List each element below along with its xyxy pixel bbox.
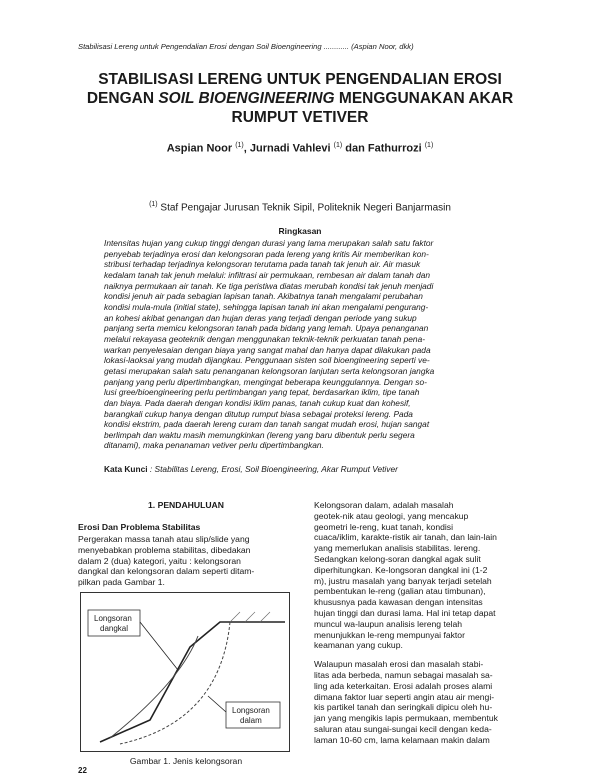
paragraph-line: Sedangkan kelong-soran dangkal agak sulit — [314, 553, 481, 564]
pointer-shallow — [140, 622, 178, 670]
paper-title — [60, 70, 540, 127]
ground-hatch — [230, 612, 240, 622]
paragraph-line: pilkan pada Gambar 1. — [78, 577, 165, 588]
abstract-line: berlimpah dan waktu masih memungkinkan (lereng yang baru dibentuk perlu segera — [104, 429, 415, 440]
right-column — [314, 500, 530, 746]
paragraph-line: dimana faktor luar seperti angin atau air mengi- — [314, 691, 495, 702]
author-1-mark: (1) — [235, 142, 244, 149]
abstract-body — [104, 238, 498, 451]
title-line-2-italic: SOIL BIOENGINEERING — [158, 90, 335, 107]
keywords-value: : Stabilitas Lereng, Erosi, Soil Bioengineering, Akar Rumput Vetiver — [147, 464, 398, 474]
paragraph-line: keamanan yang cukup. — [314, 640, 403, 651]
author-2-mark: (1) — [333, 142, 343, 149]
abstract-line: dan biaya. Pada daerah dengan kondisi iklim panas, tanah cukup kuat dan kohesif, — [104, 397, 411, 408]
label-deep-1: Longsoran — [232, 706, 270, 715]
paragraph-line: dangkal dan kelongsoran dalam seperti ditam- — [78, 566, 255, 577]
abstract-line: ditanami), maka penanaman vetiver perlu dipertimbangkan. — [104, 440, 324, 451]
abstract-line: naiknya permukaan air tanah. Ke tiga peristiwa diatas merubah kondisi tak jenuh menjadi — [104, 280, 434, 291]
abstract-line: melalui rekayasa geoteknik dengan menggunakan teknik-teknik perkuatan tanah pena- — [104, 333, 425, 344]
abstract-line: kedalam tanah tak jenuh melalui: infiltrasi air permukaan, rembesan air dalam tanah dan — [104, 269, 431, 280]
shallow-slip-surface — [110, 636, 198, 738]
ground-hatch — [245, 612, 255, 622]
abstract-line: lusi gree/bioengineering perlu pertimbangan yang tepat, berdasarkan iklim, tipe tanah — [104, 387, 420, 398]
paragraph-line: muncul wa-laupun analisis lereng telah — [314, 618, 463, 629]
abstract-line: an kohesi akibat genangan dan hujan deras yang terjadi dengan periode yang sukup — [104, 312, 417, 323]
abstract-line: penyebab terjadinya erosi dan kelongsoran pada lereng yang kritis Air memberikan kon- — [104, 248, 429, 259]
paragraph-line: cuaca/iklim, karakte-ristik air tanah, dan lain-lain — [314, 532, 497, 543]
abstract-line: kondisi ekstrim, pada daerah lereng curam dan tanah sangat mudah erosi, hujan sangat — [104, 419, 430, 430]
paragraph-line: saluran atau sungai-sungai kecil dengan keda- — [314, 723, 492, 734]
abstract-line: kondisi mula-mula (initial state), sehingga lapisan tanah ini akan mengalami pengurang- — [104, 301, 429, 312]
paragraph-line: yang memerlukan analisis stabilitas. lereng. — [314, 543, 481, 554]
paragraph-line: m), justru masalah yang banyak terjadi setelah — [314, 575, 492, 586]
author-2: , Jurnadi Vahlevi — [243, 142, 331, 155]
label-shallow-2: dangkal — [100, 624, 129, 633]
paragraph-line: diperhitungkan. Ke-longsoran dangkal ini (1-2 — [314, 564, 488, 575]
pointer-deep — [208, 696, 226, 712]
section-heading: 1. PENDAHULUAN — [148, 500, 224, 510]
affiliation — [60, 201, 540, 213]
paragraph-line: laman 10-60 cm, lama kelamaan makin dalam — [314, 734, 490, 745]
affiliation-text: Staf Pengajar Jurusan Teknik Sipil, Politeknik Negeri Banjarmasin — [157, 202, 451, 214]
subsection-heading: Erosi Dan Problema Stabilitas — [78, 522, 201, 532]
paragraph-line: geometri le-reng, kuat tanah, kondisi — [314, 521, 454, 532]
title-line-3: RUMPUT VETIVER — [231, 109, 369, 126]
title-line-2-post: MENGGUNAKAN AKAR — [334, 90, 514, 107]
abstract-line: stribusi terhadap terjadinya kelongsoran terutama pada tanah tak jenuh air. Air masuk — [104, 259, 421, 270]
paragraph-line: ling ada keterkaitan. Erosi adalah proses alami — [314, 680, 493, 691]
paragraph-line: Walaupun masalah erosi dan masalah stabi- — [314, 659, 484, 670]
ground-hatch — [260, 612, 270, 622]
paragraph-line: dalam 2 (dua) kategori, yaitu : kelongsoran — [78, 555, 241, 566]
paragraph-line: pembentukan le-reng (galian atau timbunan), — [314, 586, 486, 597]
abstract-line: lokasi-laoksai yang mudah dijangkau. Penggunaan sisten soil bioengineering seperti ve- — [104, 355, 430, 366]
paragraph-line: kis partikel tanah dan seringkali dipicu oleh hu- — [314, 702, 493, 713]
paragraph-line: litas ada berbeda, namun sebagai masalah sa- — [314, 669, 493, 680]
author-3-mark: (1) — [424, 142, 434, 149]
label-shallow-1: Longsoran — [94, 614, 132, 623]
paragraph-line: Pergerakan massa tanah atau slip/slide yang — [78, 534, 250, 544]
abstract-line: warkan penyelesaian dengan biaya yang sangat mahal dan hanya dapat dilakukan pada — [104, 344, 431, 355]
author-3: dan Fathurrozi — [342, 142, 422, 155]
abstract-heading: Ringkasan — [278, 226, 322, 236]
paragraph-line: geotek-nik atau geologi, yang mencakup — [314, 510, 469, 521]
title-line-2 — [60, 89, 540, 108]
running-header: Stabilisasi Lereng untuk Pengendalian Erosi dengan Soil Bioengineering ............ (Aspian Noor, dkk) — [78, 42, 414, 51]
abstract-line: getasi merupakan salah satu penanganan kelongsoran lanjutan serta kelongsoran jangka — [104, 365, 435, 376]
page-number: 22 — [78, 766, 87, 775]
paragraph-line: Kelongsoran dalam, adalah masalah — [314, 500, 454, 510]
paragraph-line: khususnya pada kawasan dengan intensitas — [314, 597, 483, 608]
author-list — [60, 142, 540, 155]
paragraph-line: menunjukkan le-reng mempunyai faktor — [314, 629, 465, 640]
paragraph-line: menyebabkan problema stabilitas, dibedakan — [78, 544, 251, 555]
keywords-label: Kata Kunci — [104, 464, 148, 474]
abstract-line: barangkali cukup hanya dengan ditutup rumput biasa sebagai proteksi lereng. Pada — [104, 408, 413, 419]
figure-caption: Gambar 1. Jenis kelongsoran — [129, 756, 243, 766]
abstract-line: panjang yang perlu dipertimbangkan, mengingat beberapa keunggulannya. Dengan so- — [104, 376, 427, 387]
title-line-1: STABILISASI LERENG UNTUK PENGENDALIAN EROSI — [98, 71, 502, 88]
paragraph-line: hujan tinggi dan durasi lama. Hal ini tetap dapat — [314, 607, 496, 618]
abstract-line: kondisi jenuh air pada sebagian lapisan tanah. Akibatnya tanah mengalami perubahan — [104, 291, 423, 302]
paragraph-gap — [314, 651, 530, 659]
title-line-2-pre: DENGAN — [86, 90, 159, 107]
abstract-line: panjang serta memicu kelongsoran tanah pada bidang yang lemah. Upaya penanganan — [104, 323, 429, 334]
label-deep-2: dalam — [240, 716, 262, 725]
paragraph-line: jan yang mengikis lapis permukaan, membentuk — [314, 713, 498, 724]
affiliation-mark: (1) — [149, 201, 158, 208]
landslide-figure — [80, 592, 290, 752]
keywords — [104, 464, 504, 474]
author-1: Aspian Noor — [166, 142, 233, 155]
abstract-line: Intensitas hujan yang cukup tinggi dengan durasi yang lama merupakan salah satu faktor — [104, 238, 434, 248]
intro-paragraph — [78, 534, 294, 588]
